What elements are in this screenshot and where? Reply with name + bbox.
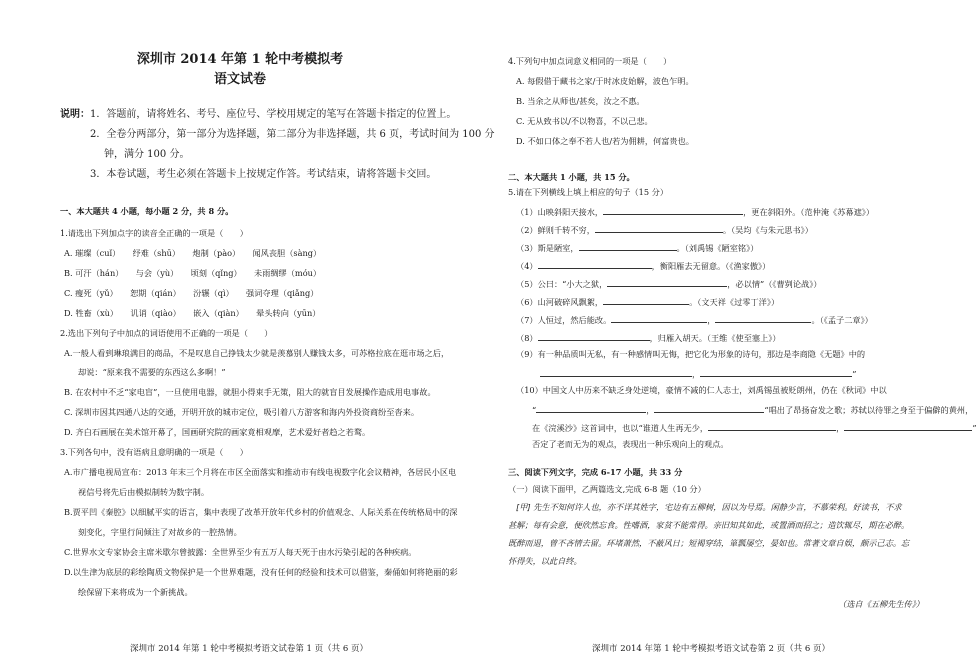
passage-line: 怀得失，以此自终。 (508, 556, 582, 566)
option-line: 却说：“原来我不需要的东西这么多啊！” (78, 367, 226, 377)
answer-blank (538, 259, 652, 269)
passage-line: [甲] 先生不知何许人也，亦不详其姓字，宅边有五柳树，因以为号焉。闲静少言，不慕荣利。好读书，不求 (516, 502, 902, 512)
answer-blank (540, 367, 692, 377)
fill-item: （8） ，归雁入胡天。（王维《使至塞上》） (516, 333, 781, 343)
instruction-item: 3．本卷试题，考生必须在答题卡上按规定作答。考试结束，请将答题卡交回。 (90, 169, 437, 180)
option-line: C. 无从致书以/不以物喜，不以己悲。 (516, 116, 653, 126)
section-1-heading: 一、本大题共 4 小题，每小题 2 分，共 8 分。 (60, 206, 234, 216)
fill-item-10: （10）中国文人中历来不缺乏身处逆境，豪情不减的仁人志士，刘禹锡虽被贬朗州，仍在《秋词》中以 (516, 385, 887, 395)
page-right (480, 0, 977, 672)
option-line: B. 当余之从师也/甚矣，汝之不惠。 (516, 96, 645, 106)
option-line: D. 不如口体之奉不若人也/若为佣耕，何富贵也。 (516, 136, 694, 146)
answer-blank (611, 313, 707, 323)
option-line: A. 每假借于藏书之家/于时冰皮始解，波色乍明。 (516, 76, 694, 86)
option-line: D. 牲畜（xù） 讥诮（qiào） 嵌入（qiàn） 晕头转向（yūn） (64, 308, 321, 318)
question-3: 3.下列各句中，没有语病且意明确的一项是（ ） (60, 447, 248, 457)
section-3-sub: （一）阅读下面甲，乙两篇选文,完成 6-8 题（10 分） (508, 484, 706, 494)
instruction-item: 2．全卷分两部分，第一部分为选择题，第二部分为非选择题，共 6 页，考试时间为 100 分 (90, 129, 495, 140)
answer-blank (595, 223, 723, 233)
answer-blank (654, 403, 764, 413)
answer-blank (538, 331, 650, 341)
fill-item: （6）山河破碎风飘絮， 。（文天祥《过零丁洋》） (516, 297, 780, 307)
page-footer: 深圳市 2014 年第 1 轮中考模拟考语文试卷第 1 页（共 6 页） (130, 644, 368, 654)
option-line: B. 在农村中不乏“家电盲”，一旦使用电器，就胆小得束手无策，阻大的就盲目发展操作造成用电事故。 (64, 387, 436, 397)
option-line: A.一般人看到琳琅满目的商品，不是叹息自己挣钱太少就是羡慕别人赚钱太多，可苏格拉底在逛市场之后， (64, 348, 450, 358)
passage-source: （选自《五柳先生传》） (838, 599, 924, 609)
question-2: 2.选出下列句子中加点的词语使用不正确的一项是（ ） (60, 328, 273, 338)
section-3-heading: 三、阅读下列文字，完成 6-17 小题，共 33 分 (508, 467, 683, 477)
answer-blank (700, 367, 852, 377)
option-line: 绘保留下来将成为一个新挑战。 (78, 587, 193, 597)
fill-item-10-line: “ ， “唱出了昂扬奋发之歌；苏轼以待罪之身至于偏僻的黄州， (532, 405, 974, 415)
section-2-heading: 二、本大题共 1 小题，共 15 分。 (508, 172, 635, 182)
option-line: B. 可汗（hán） 与会（yù） 顷刻（qǐng） 未雨绸缪（móu） (64, 268, 322, 278)
question-4: 4.下列句中加点词意义相同的一项是（ ） (508, 56, 672, 66)
instruction-item: 钟，满分 100 分。 (104, 149, 190, 160)
fill-item: （5）公曰：“小大之狱， ，必以情”（《曹刿论战》） (516, 279, 822, 289)
option-line: C. 深圳市因其四通八达的交通，开明开放的城市定位，吸引着八方游客和海内外投资商纷至沓来。 (64, 407, 420, 417)
option-line: B.贾平凹《秦腔》以细腻平实的语言，集中表现了改革开放年代乡村的价值观念、人际关系在传统格局中的深 (64, 507, 458, 517)
question-1: 1.请选出下列加点字的读音全正确的一项是（ ） (60, 228, 248, 238)
fill-item: （2）鲜则千转不穷， 。（吴均《与朱元思书》） (516, 225, 813, 235)
instructions-label: 说明： (60, 109, 90, 120)
instruction-item: 1．答题前，请将姓名、考号、座位号、学校用规定的笔写在答题卡指定的位置上。 (90, 109, 457, 120)
exam-title: 深圳市 2014 年第 1 轮中考模拟考 (136, 52, 344, 67)
answer-blank (715, 313, 811, 323)
fill-item-9: （9）有一种品质叫无私，有一种感情叫无悔，把它化为形象的诗句，那边是李商隐《无题》中的 (516, 349, 866, 359)
page-footer: 深圳市 2014 年第 1 轮中考模拟考语文试卷第 2 页（共 6 页） (592, 644, 830, 654)
passage-line: 甚解；每有会意，便欣然忘食。性嗜酒，家贫不能常得。亲旧知其如此，或置酒而招之；造饮辄尽，期在必醉。 (508, 520, 910, 530)
answer-blank (579, 241, 677, 251)
answer-blank (536, 403, 646, 413)
option-line: A.市广播电视局宣布：2013 年末三个月将在市区全面落实和推动市有线电视数字化会议精神，各居民小区电 (64, 467, 457, 477)
fill-item: （3）斯是陋室， 。（刘禹锡《陋室铭》） (516, 243, 759, 253)
option-line: D.以生津为底层的彩绘陶质文物保护是一个世界难题，没有任何的经验和技术可以借鉴，秦俑如何将艳丽的彩 (64, 567, 458, 577)
exam-subtitle: 语文试卷 (213, 72, 266, 87)
answer-blank (844, 421, 972, 431)
fill-item: （7）人恒过，然后能改。 ， 。（《孟子二章》） (516, 315, 873, 325)
option-line: 刻变化，字里行间倾注了对故乡的一腔热情。 (78, 527, 242, 537)
question-5: 5.请在下列横线上填上相应的句子（15 分） (508, 187, 669, 197)
option-line: C. 瘦死（yǔ） 恕期（qián） 汾辗（qì） 强词夺理（qiǎng） (64, 288, 319, 298)
answer-blank (603, 205, 743, 215)
option-line: 视信号将先后由模拟制转为数字制。 (78, 487, 210, 497)
option-line: D. 齐白石画展在美术馆开幕了，国画研究院的画家竟相观摩，艺术爱好者趋之若鹜。 (64, 427, 371, 437)
answer-blank (607, 277, 727, 287)
fill-item: （1）山映斜阳天接水， ，更在斜阳外。（范仲淹《苏幕遮》） (516, 207, 875, 217)
fill-item-10-line: 否定了老而无为的观点，表现出一种乐观向上的观点。 (532, 439, 729, 449)
fill-item: （4） ，衡阳雁去无留意。（《渔家傲》） (516, 261, 771, 271)
answer-blank (708, 421, 836, 431)
fill-item-9-blanks: ， ” (540, 367, 856, 380)
fill-item-10-line: 在《浣溪沙》这首词中，也以“谁道人生再无少， ， ” (532, 423, 977, 433)
option-line: C.世界水文专家协会主席米歇尔曾披露：全世界至少有五万人每天死于由水污染引起的各种疾病。 (64, 547, 417, 557)
passage-line: 既醉而退，曾不吝情去留。环堵萧然，不蔽风日；短褐穿结，箪瓢屡空，晏如也。常著文章自娱，颇示己志。忘 (508, 538, 910, 548)
answer-blank (603, 295, 689, 305)
option-line: A. 璀璨（cuǐ） 纾难（shū） 炮制（pào） 闻风丧胆（sàng） (64, 248, 322, 258)
